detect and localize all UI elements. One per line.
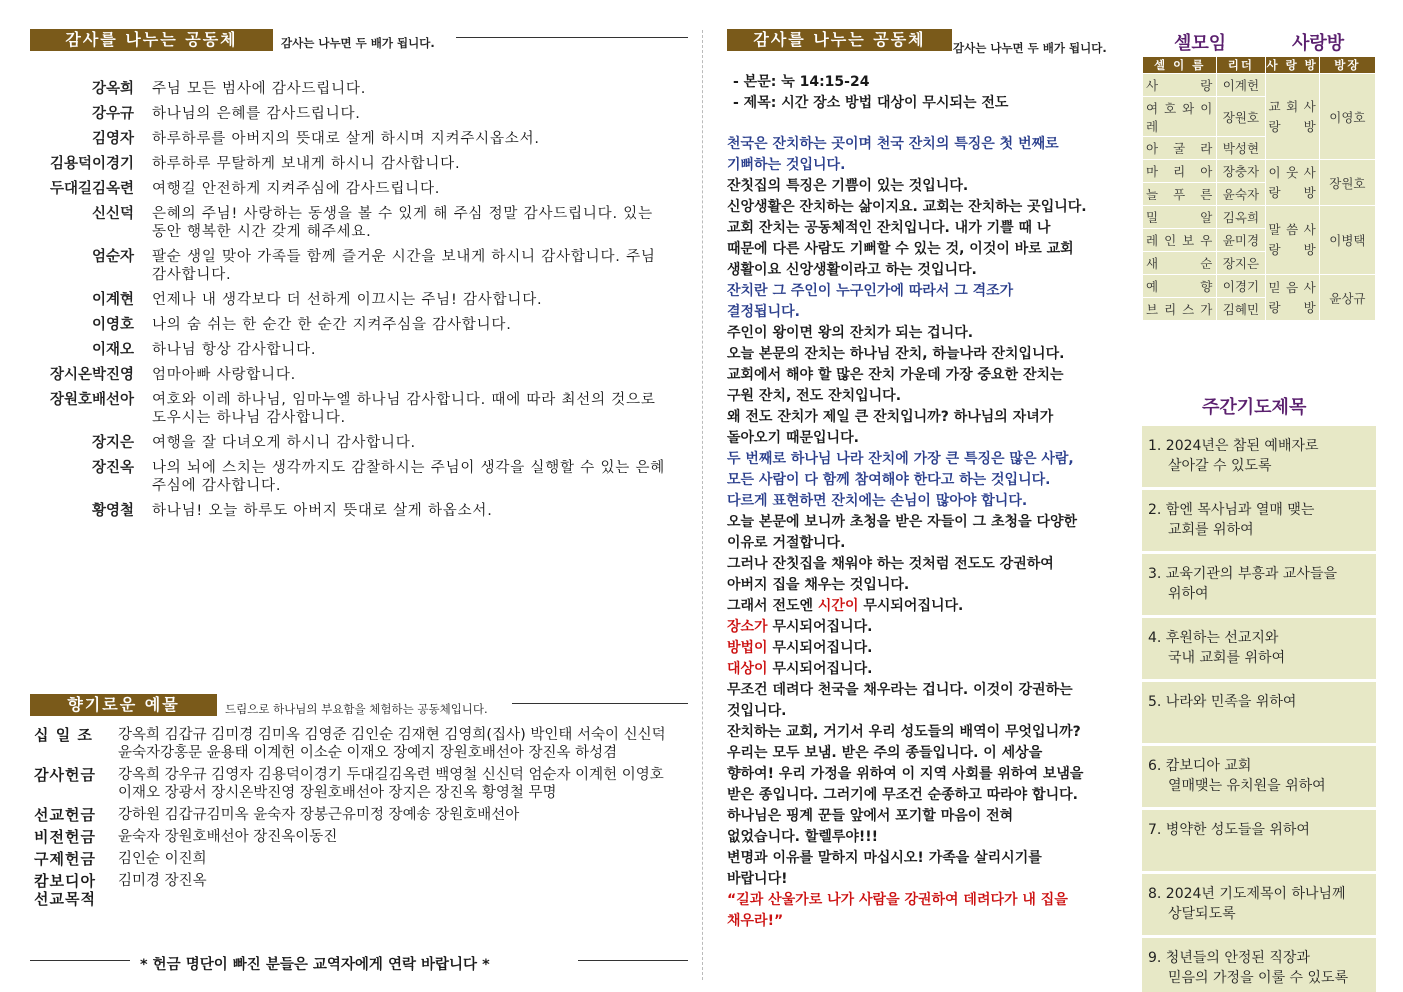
sermon-line: 두 번째로 하나님 나라 잔치에 가장 큰 특징은 많은 사람,: [727, 451, 1074, 467]
thanks-entry: [30, 459, 670, 495]
cell-groups-table: [1142, 56, 1376, 321]
prayer-first-line: 8. 2024년 기도제목이 하나님께: [1148, 886, 1346, 902]
offering-row: [34, 726, 674, 762]
thanks-text: 여행길 안전하게 지켜주심에 감사드립니다.: [152, 181, 441, 197]
thanks-text: 나의 숨 쉬는 한 순간 한 순간 지켜주심을 감사합니다.: [152, 317, 512, 333]
sermon-keyword: 방법이: [727, 640, 768, 656]
cell-name: 여 호 와 이 레: [1143, 97, 1217, 137]
thanks-text: 하나님의 은혜를 감사드립니다.: [152, 106, 361, 122]
prayer-list: [1142, 426, 1376, 992]
thanks-text: 하나님! 오늘 하루도 아버지 뜻대로 살게 하옵소서.: [152, 503, 493, 519]
thanks-list: [30, 80, 670, 527]
room-head: 장원호: [1319, 160, 1375, 206]
cell-leader: 박성현: [1217, 137, 1265, 160]
thanks-name: 신신덕: [91, 206, 134, 222]
sermon-line: 신앙생활은 잔치하는 삶이지요. 교회는 잔치하는 곳입니다.: [727, 199, 1087, 215]
offering-label: 구제헌금: [34, 850, 96, 868]
cell-leader: 이계헌: [1217, 74, 1265, 97]
thanks-name: 장시온박진영: [49, 367, 134, 383]
room-name: 교 회 사 랑 방: [1265, 74, 1319, 160]
prayer-first-line: 7. 병약한 성도들을 위하여: [1148, 822, 1310, 838]
sermon-line: 없었습니다. 할렐루야!!!: [727, 829, 879, 845]
prayer-item: [1142, 682, 1376, 743]
offering-row: [34, 766, 674, 802]
prayer-first-line: 2. 함엔 목사님과 열매 맺는: [1148, 502, 1315, 518]
prayer-first-line: 4. 후원하는 선교지와: [1148, 630, 1279, 646]
cell-leader: 장원호: [1217, 97, 1265, 137]
thanks-name: 황영철: [91, 503, 134, 519]
thanks-text: 팔순 생일 맞아 가족들 함께 즐거운 시간을 보내게 하시니 감사합니다. 주님 감사합니다.: [152, 249, 656, 283]
sermon-line: 이유로 거절합니다.: [727, 535, 846, 551]
sermon-line: 무조건 데려다 천국을 채우라는 겁니다. 이것이 강권하는: [727, 682, 1073, 698]
offering-names: 김미경 장진옥: [118, 873, 207, 889]
cell-name: 아 굴 라: [1143, 137, 1217, 160]
offering-title-rule: [512, 703, 688, 704]
thanks-text: 은혜의 주님! 사랑하는 동생을 볼 수 있게 해 주심 정말 감사드립니다. 있는 동안 행복한 시간 갖게 해주세요.: [152, 206, 653, 240]
cell-groups-heading: 셀모임: [1174, 33, 1227, 54]
sermon-line: 것입니다.: [727, 703, 787, 719]
cell-leader: 윤미경: [1217, 229, 1265, 252]
sermon-line: 아버지 집을 채우는 것입니다.: [727, 577, 910, 593]
sermon-keyword: 시간이: [817, 598, 859, 614]
thanks-entry: [30, 130, 670, 148]
cell-leader: 김옥희: [1217, 206, 1265, 229]
thanks-name: 장진옥: [91, 460, 134, 476]
sermon-line: 구원 잔치, 전도 잔치입니다.: [727, 388, 902, 404]
offering-names: 윤숙자 장원호배선아 장진옥이동진: [118, 829, 338, 845]
offering-list: [34, 726, 674, 912]
offering-label: 선교헌금: [34, 806, 96, 824]
thanks-entry: [30, 80, 670, 98]
cell-group-row: [1143, 74, 1376, 97]
offering-row: [34, 806, 674, 824]
sermon-line: 그러나 잔칫집을 채워야 하는 것처럼 전도도 강권하여: [727, 556, 1054, 572]
offering-label: 감사헌금: [34, 766, 96, 784]
thanks-text: 엄마아빠 사랑합니다.: [152, 367, 297, 383]
cell-group-row: [1143, 160, 1376, 183]
thanks-text: 나의 뇌에 스치는 생각까지도 감찰하시는 주님이 생각을 실행할 수 있는 은혜 주심에 감사합니다.: [152, 460, 666, 494]
room-name: 말 씀 사 랑 방: [1265, 206, 1319, 275]
sermon-line: 교회에서 해야 할 많은 잔치 가운데 가장 중요한 잔치는: [727, 367, 1064, 383]
sermon-line: 향하여! 우리 가정을 위하여 이 지역 사회를 위하여 보냄을: [727, 766, 1084, 782]
thanks-entry: [30, 180, 670, 198]
offering-names: 강하원 김갑규김미옥 윤숙자 장봉근유미정 장예송 장원호배선아: [118, 807, 520, 823]
thanks-name: 장원호배선아: [49, 392, 134, 408]
offering-label: 십 일 조: [34, 726, 93, 744]
sermon-title: - 제목: 시간 장소 방법 대상이 무시되는 전도: [733, 95, 1009, 111]
sermon-section-title: 감사를 나누는 공동체: [727, 29, 952, 51]
sermon-line: 주인이 왕이면 왕의 잔치가 되는 겁니다.: [727, 325, 974, 341]
thanks-entry: [30, 341, 670, 359]
cell-name: 새 순: [1143, 252, 1217, 275]
prayer-first-line: 3. 교육기관의 부흥과 교사들을: [1148, 566, 1337, 582]
prayer-first-line: 1. 2024년은 참된 예배자로: [1148, 438, 1319, 454]
thanks-text: 하나님 항상 감사합니다.: [152, 342, 317, 358]
offering-names: 강옥희 김갑규 김미경 김미옥 김영준 김인순 김재현 김영희(집사) 박인태 서숙이 신신덕 윤숙자강홍문 윤용태 이계헌 이소순 이재오 장예지 장원호배선아 장진옥 하성겸: [118, 727, 666, 761]
prayer-item: [1142, 874, 1376, 935]
sermon-text: 무시되어집니다.: [767, 619, 873, 635]
thanks-name: 엄순자: [91, 249, 134, 265]
prayer-item: [1142, 938, 1376, 992]
offering-row: [34, 872, 674, 908]
page-fold-divider: [702, 30, 703, 980]
cell-leader: 장충자: [1217, 160, 1265, 183]
sermon-quote-line: 채우라!”: [727, 913, 784, 929]
col-room: 사 랑 방: [1266, 58, 1318, 72]
sermon-text: 그래서 전도엔: [727, 598, 818, 614]
cell-name: 밀 알: [1143, 206, 1217, 229]
thanks-text: 하루하루 무탈하게 보내게 하시니 감사합니다.: [152, 156, 461, 172]
thanks-text: 주님 모든 범사에 감사드립니다.: [152, 81, 367, 97]
thanks-text: 하루하루를 아버지의 뜻대로 살게 하시며 지켜주시옵소서.: [152, 131, 540, 147]
notice-rule-left: [30, 960, 130, 961]
room-name: 믿 음 사 랑 방: [1265, 275, 1319, 321]
thanks-entry: [30, 155, 670, 173]
sermon-line: 모든 사람이 다 함께 참여해야 한다고 하는 것입니다.: [727, 472, 1051, 488]
thanks-section-title: 감사를 나누는 공동체: [30, 29, 273, 51]
cell-group-row: [1143, 206, 1376, 229]
thanks-text: 언제나 내 생각보다 더 선하게 이끄시는 주님! 감사합니다.: [152, 292, 543, 308]
room-head: 윤상규: [1319, 275, 1375, 321]
cell-leader: 윤숙자: [1217, 183, 1265, 206]
offering-label: 비전헌금: [34, 828, 96, 846]
thanks-entry: [30, 291, 670, 309]
prayer-item: [1142, 618, 1376, 679]
cell-leader: 이경기: [1217, 275, 1265, 298]
sermon-line: 다르게 표현하면 잔치에는 손님이 많아야 합니다.: [727, 493, 1028, 509]
offering-section-title: 향기로운 예물: [30, 694, 217, 716]
offering-section-subtitle: 드림으로 하나님의 부요함을 체험하는 공동체입니다.: [225, 702, 488, 716]
prayer-second-line: 살아갈 수 있도록: [1168, 458, 1272, 474]
sermon-line: 변명과 이유를 말하지 마십시오! 가족을 살리시기를: [727, 850, 1042, 866]
cell-group-row: [1143, 275, 1376, 298]
prayer-first-line: 6. 캄보디아 교회: [1148, 758, 1252, 774]
offering-names: 강옥희 강우규 김영자 김용덕이경기 두대길김옥련 백영철 신신덕 엄순자 이계헌 이영호 이재오 장광서 장시온박진영 장원호배선아 장지은 장진옥 황영철 무명: [118, 767, 664, 801]
sermon-section-subtitle: 감사는 나누면 두 배가 됩니다.: [953, 41, 1107, 55]
prayer-item: [1142, 490, 1376, 551]
thanks-name: 강옥희: [91, 81, 134, 97]
sermon-line: 천국은 잔치하는 곳이며 천국 잔치의 특징은 첫 번째로: [727, 136, 1059, 152]
thanks-entry: [30, 316, 670, 334]
thanks-entry: [30, 366, 670, 384]
sermon-line: 오늘 본문의 잔치는 하나님 잔치, 하늘나라 잔치입니다.: [727, 346, 1065, 362]
prayer-second-line: 열매맺는 유치원을 위하여: [1168, 778, 1326, 794]
room-name: 이 웃 사 랑 방: [1265, 160, 1319, 206]
cell-name: 마 리 아: [1143, 160, 1217, 183]
prayer-second-line: 교회를 위하여: [1168, 522, 1254, 538]
cell-name: 늘 푸 른: [1143, 183, 1217, 206]
thanks-name: 강우규: [91, 106, 134, 122]
sermon-line: 잔칫집의 특징은 기쁨이 있는 것입니다.: [727, 178, 969, 194]
sermon-line: 하나님은 핑계 꾼들 앞에서 포기할 마음이 전혀: [727, 808, 1014, 824]
prayer-item: [1142, 554, 1376, 615]
thanks-name: 두대길김옥련: [49, 181, 134, 197]
offering-notice: * 헌금 명단이 빠진 분들은 교역자에게 연락 바랍니다 *: [140, 957, 490, 973]
prayer-first-line: 9. 청년들의 안정된 직장과: [1148, 950, 1310, 966]
thanks-entry: [30, 434, 670, 452]
sermon-line: 우리는 모두 보냄. 받은 주의 종들입니다. 이 세상을: [727, 745, 1043, 761]
prayer-item: [1142, 426, 1376, 487]
thanks-name: 이영호: [91, 317, 134, 333]
sermon-line: 받은 종입니다. 그러기에 무조건 순종하고 따라야 합니다.: [727, 787, 1078, 803]
thanks-entry: [30, 105, 670, 123]
prayer-first-line: 5. 나라와 민족을 위하여: [1148, 694, 1297, 710]
room-head: 이병택: [1319, 206, 1375, 275]
notice-rule-right: [578, 960, 688, 961]
rooms-heading: 사랑방: [1292, 33, 1345, 54]
sermon-line: 잔치란 그 주인이 누구인가에 따라서 그 격조가: [727, 283, 1014, 299]
cell-leader: 장지은: [1217, 252, 1265, 275]
cell-leader: 김혜민: [1217, 298, 1265, 321]
sermon-keyword: 장소가: [727, 619, 768, 635]
sermon-ignored-line: [727, 596, 1139, 617]
sermon-ignored-line: [727, 617, 1139, 638]
sermon-ignored-line: [727, 638, 1139, 659]
prayer-second-line: 상달되도록: [1168, 906, 1236, 922]
thanks-name: 이계현: [91, 292, 134, 308]
offering-row: [34, 850, 674, 868]
thanks-text: 여행을 잘 다녀오게 하시니 감사합니다.: [152, 435, 416, 451]
sermon-line: 바랍니다!: [727, 871, 788, 887]
thanks-name: 김영자: [91, 131, 134, 147]
sermon-line: 잔치하는 교회, 거기서 우리 성도들의 배역이 무엇입니까?: [727, 724, 1081, 740]
thanks-section-subtitle: 감사는 나누면 두 배가 됩니다.: [281, 36, 435, 50]
sermon-body: [727, 134, 1139, 932]
thanks-entry: [30, 205, 670, 241]
prayer-item: [1142, 746, 1376, 807]
cell-name: 사 랑: [1143, 74, 1217, 97]
thanks-entry: [30, 248, 670, 284]
prayer-second-line: 위하여: [1168, 586, 1209, 602]
thanks-title-rule: [456, 37, 688, 38]
sermon-ignored-line: [727, 659, 1139, 680]
sermon-line: 기뻐하는 것입니다.: [727, 157, 846, 173]
col-leader: 리더: [1217, 57, 1265, 74]
offering-row: [34, 828, 674, 846]
sermon-scripture: - 본문: 눅 14:15-24: [733, 74, 870, 90]
offering-names: 김인순 이진희: [118, 851, 207, 867]
sermon-line: 결정됩니다.: [727, 304, 800, 320]
thanks-text: 여호와 이레 하나님, 임마누엘 하나님 감사합니다. 때에 따라 최선의 것으로 도우시는 하나님 감사합니다.: [152, 392, 656, 426]
sermon-line: 돌아오기 때문입니다.: [727, 430, 859, 446]
sermon-keyword: 대상이: [727, 661, 768, 677]
room-head: 이영호: [1319, 74, 1375, 160]
cell-name: 예 향: [1143, 275, 1217, 298]
sermon-text: 무시되어집니다.: [767, 661, 873, 677]
offering-label: 캄보디아 선교목적: [34, 872, 96, 908]
sermon-line: 생활이요 신앙생활이라고 하는 것입니다.: [727, 262, 977, 278]
prayer-second-line: 믿음의 가정을 이룰 수 있도록: [1168, 970, 1349, 986]
thanks-name: 장지은: [91, 435, 134, 451]
sermon-line: 때문에 다른 사람도 기뻐할 수 있는 것, 이것이 바로 교회: [727, 241, 1074, 257]
thanks-entry: [30, 391, 670, 427]
sermon-line: 오늘 본문에 보니까 초청을 받은 자들이 그 초청을 다양한: [727, 514, 1078, 530]
sermon-quote-line: “길과 산울가로 나가 사람을 강권하여 데려다가 내 집을: [727, 892, 1068, 908]
thanks-name: 김용덕이경기: [49, 156, 134, 172]
sermon-text: 무시되어집니다.: [858, 598, 964, 614]
sermon-line: 교회 잔치는 공동체적인 잔치입니다. 내가 기쁠 때 나: [727, 220, 1051, 236]
sermon-line: 왜 전도 잔치가 제일 큰 잔치입니까? 하나님의 자녀가: [727, 409, 1054, 425]
sermon-text: 무시되어집니다.: [767, 640, 873, 656]
sermon-meta: [733, 72, 1008, 114]
thanks-entry: [30, 502, 670, 520]
prayer-heading: 주간기도제목: [1202, 397, 1307, 418]
prayer-item: [1142, 810, 1376, 871]
prayer-second-line: 국내 교회를 위하여: [1168, 650, 1286, 666]
thanks-name: 이재오: [91, 342, 134, 358]
col-cell-name: 셀 이 름: [1143, 57, 1217, 74]
col-room-head: 방장: [1319, 57, 1375, 74]
cell-name: 브 리 스 가: [1143, 298, 1217, 321]
cell-name: 레 인 보 우: [1143, 229, 1217, 252]
